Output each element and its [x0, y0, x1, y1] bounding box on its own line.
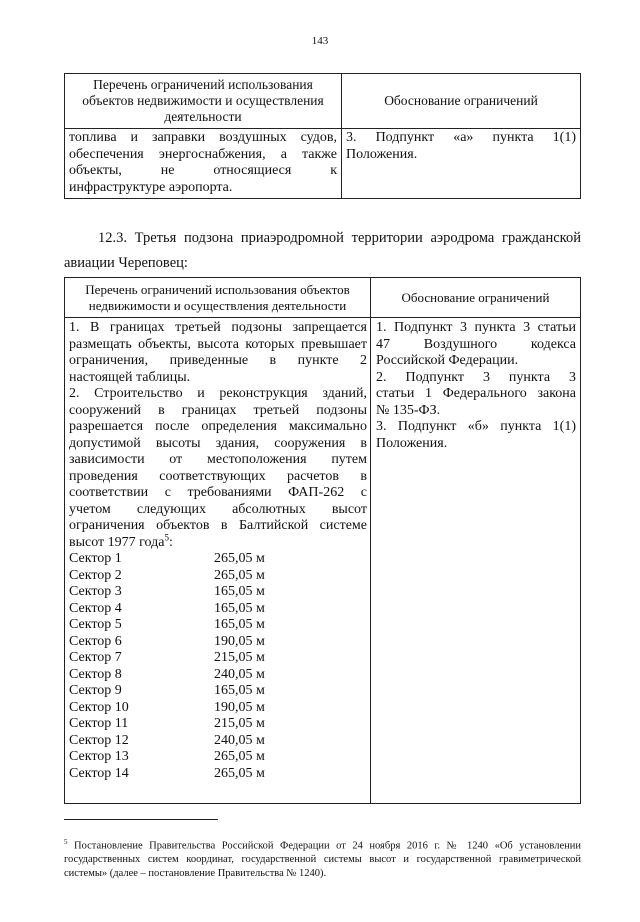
justification-cell: [371, 318, 581, 804]
sector-name: Сектор 5: [69, 617, 122, 632]
sector-name: Сектор 10: [69, 699, 129, 715]
sector-name: Сектор 14: [69, 765, 129, 781]
text-line: № 135-ФЗ.: [376, 402, 441, 418]
sector-name: Сектор 13: [69, 749, 129, 764]
text-line: ограничения, приведенные в пункте 2: [69, 353, 367, 368]
header-justification: Обоснование ограничений: [342, 74, 581, 129]
table-header-row: [65, 278, 581, 318]
list-item: [69, 700, 367, 717]
section-heading-line: [64, 229, 581, 247]
text-fragment: высот 1977 года: [69, 534, 165, 550]
list-item: [69, 617, 367, 634]
text-line: 12.3. Третья подзона приаэродромной территории аэродрома гражданской: [98, 230, 581, 246]
sector-height: 265,05 м: [214, 551, 265, 566]
list-item: [69, 749, 367, 766]
text-line: Положения.: [346, 146, 418, 162]
sector-height-list: [69, 551, 367, 782]
header-restrictions-list: Перечень ограничений использования объектов недвижимости и осуществления деятельности: [65, 278, 371, 318]
sector-height: 215,05 м: [214, 716, 265, 731]
sector-height: 240,05 м: [214, 732, 265, 748]
text-line: [69, 531, 367, 552]
text-line: 2. Строительство и реконструкция зданий,: [69, 386, 367, 401]
text-line: 1. В границах третьей подзоны запрещается: [69, 320, 367, 335]
text-line: настоящей таблицы.: [69, 369, 191, 385]
list-item: [69, 634, 367, 651]
restrictions-table-continued: [64, 73, 581, 199]
list-item: [69, 568, 367, 585]
sector-height: 265,05 м: [214, 567, 265, 583]
text-line: обеспечения энергоснабжения, а также: [69, 146, 337, 162]
text-line: сооружений в границах третьей подзоны: [69, 402, 367, 418]
text-line: зависимости от местоположения путем: [69, 452, 367, 467]
sector-height: 240,05 м: [214, 666, 265, 682]
text-line: 3. Подпункт «б» пункта 1(1): [376, 419, 576, 434]
sector-height: 165,05 м: [214, 584, 265, 599]
restrictions-cell: [65, 129, 342, 199]
text-line: учетом следующих абсолютных высот: [69, 501, 367, 517]
sector-name: Сектор 6: [69, 633, 122, 649]
sector-height: 265,05 м: [214, 749, 265, 764]
text-line: размещать объекты, высота которых превышает: [69, 336, 367, 352]
header-justification: Обоснование ограничений: [371, 278, 581, 318]
sector-height: 165,05 м: [214, 683, 265, 698]
sector-height: 190,05 м: [214, 633, 265, 649]
sector-name: Сектор 1: [69, 551, 122, 566]
section-heading-line: авиации Череповец:: [64, 255, 188, 271]
sector-name: Сектор 7: [69, 650, 122, 665]
justification-cell: [342, 129, 581, 199]
sector-name: Сектор 12: [69, 732, 129, 748]
sector-height: 215,05 м: [214, 650, 265, 665]
list-item: [69, 766, 367, 783]
list-item: [69, 716, 367, 733]
text-line: ограничения объектов в Балтийской системе: [69, 518, 367, 533]
sector-name: Сектор 9: [69, 683, 122, 698]
footnote: [64, 836, 581, 880]
footnote-number: 5: [64, 838, 68, 846]
table-header-row: [65, 74, 581, 129]
text-line: 3. Подпункт «а» пункта 1(1): [346, 130, 576, 145]
list-item: [69, 650, 367, 667]
list-item: [69, 584, 367, 601]
third-subzone-table: [64, 277, 581, 804]
footnote-text: Постановление Правительства Российской Федерации от 24 ноября 2016 г. № 1240 «Об установлении государственных систем координат, государственной системы высот и государственной гравиметрической системы» (далее – постановление Правительства № 1240).: [64, 840, 582, 879]
text-line: 47 Воздушного кодекса: [376, 336, 576, 352]
text-line: топлива и заправки воздушных судов,: [69, 130, 337, 145]
page-number: 143: [311, 35, 329, 47]
header-restrictions-list: Перечень ограничений использования объектов недвижимости и осуществления деятельности: [65, 74, 342, 129]
list-item: [69, 683, 367, 700]
sector-name: Сектор 2: [69, 567, 122, 583]
text-line: 2. Подпункт 3 пункта 3: [376, 369, 576, 385]
footnote-separator: [64, 819, 218, 820]
text-line: статьи 1 Федерального закона: [376, 386, 576, 401]
sector-height: 265,05 м: [214, 765, 265, 781]
list-item: [69, 601, 367, 618]
sector-height: 165,05 м: [214, 617, 265, 632]
sector-name: Сектор 4: [69, 600, 122, 616]
sector-name: Сектор 3: [69, 584, 122, 599]
sector-name: Сектор 11: [69, 716, 129, 731]
sector-height: 190,05 м: [214, 699, 265, 715]
text-line: Положения.: [376, 435, 448, 451]
text-line: разрешается после определения максимально: [69, 419, 367, 434]
sector-name: Сектор 8: [69, 666, 122, 682]
text-line: Российской Федерации.: [376, 353, 519, 368]
text-line: допустимой высоты здания, сооружения в: [69, 435, 367, 451]
sector-height: 165,05 м: [214, 600, 265, 616]
text-line: инфраструктуре аэропорта.: [69, 179, 233, 195]
list-item: [69, 551, 367, 568]
text-fragment: :: [169, 534, 173, 550]
table-row: [65, 318, 581, 804]
text-line: соответствии с требованиями ФАП-262 с: [69, 485, 367, 500]
list-item: [69, 733, 367, 750]
text-line: объекты, не относящиеся к: [69, 163, 337, 178]
list-item: [69, 667, 367, 684]
table-row: [65, 129, 581, 199]
footnote-reference[interactable]: 5: [164, 531, 169, 542]
text-line: 1. Подпункт 3 пункта 3 статьи: [376, 320, 576, 335]
restrictions-cell: [65, 318, 371, 804]
text-line: проведения соответствующих расчетов в: [69, 468, 367, 484]
